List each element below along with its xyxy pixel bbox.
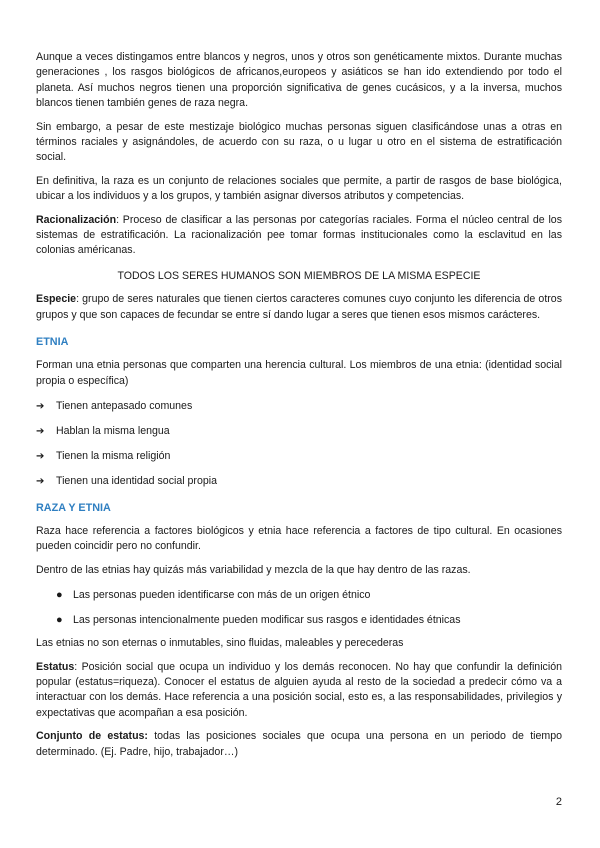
paragraph-estatus bbox=[36, 660, 562, 722]
arrow-icon: ➔ bbox=[36, 400, 45, 412]
estatus-definition: : Posición social que ocupa un individuo y los demás reconocen. No hay que confundir la definición popular (estatus=riqueza). Conocer el estatus de alguien ayuda al resto de la sociedad a predecir cómo va a interactuar con los demás. Hace referencia a una posición social, esto es, a las responsabilidades, privilegios y expectativas que acompañan a esa posición. bbox=[36, 660, 562, 719]
term-racionalizacion: Racionalización bbox=[36, 213, 117, 226]
paragraph-especie bbox=[36, 292, 562, 323]
arrow-icon: ➔ bbox=[36, 475, 45, 487]
paragraph-raza-etnia: Raza hace referencia a factores biológicos y etnia hace referencia a factores de tipo cultural. En ocasiones pueden coincidir pero no confundir. bbox=[36, 524, 562, 553]
page-number: 2 bbox=[555, 796, 562, 808]
paragraph-conjunto-estatus bbox=[36, 729, 562, 760]
racionalizacion-definition: : Proceso de clasificar a las personas por categorías raciales. Forma el núcleo central de los sistemas de estratificación. La racionalización pee tomar formas institucionales como la esclavitud en las colonias américanas. bbox=[36, 213, 562, 257]
arrow-list bbox=[36, 399, 562, 489]
list-item bbox=[36, 613, 562, 628]
list-item-text: Hablan la misma lengua bbox=[56, 424, 170, 437]
list-item-text: Las personas intencionalmente pueden modificar sus rasgos e identidades étnicas bbox=[73, 614, 461, 627]
list-item bbox=[36, 399, 562, 414]
paragraph-racionalizacion bbox=[36, 213, 562, 259]
list-item-text: Las personas pueden identificarse con más de un origen étnico bbox=[73, 589, 371, 602]
especie-definition: : grupo de seres naturales que tienen ciertos caracteres comunes cuyo conjunto les diferencia de otros grupos y que son capaces de fecundar se entre sí dando lugar a seres que tienen esos mismos carácteres. bbox=[36, 293, 562, 321]
list-item bbox=[36, 449, 562, 464]
heading-etnia: ETNIA bbox=[36, 336, 69, 349]
term-estatus: Estatus bbox=[36, 660, 75, 673]
heading-raza-etnia: RAZA Y ETNIA bbox=[36, 501, 111, 514]
centered-statement: TODOS LOS SERES HUMANOS SON MIEMBROS DE LA MISMA ESPECIE bbox=[117, 269, 481, 282]
document-page bbox=[36, 44, 562, 760]
paragraph-etnias-fluidas: Las etnias no son eternas o inmutables, sino fluidas, maleables y perecederas bbox=[36, 637, 404, 650]
list-item bbox=[36, 424, 562, 439]
bullet-icon: ● bbox=[56, 589, 63, 602]
bullet-icon: ● bbox=[56, 614, 63, 627]
paragraph-mestizaje: Aunque a veces distingamos entre blancos y negros, unos y otros son genéticamente mixtos. Durante muchas generaciones , los rasgos biológicos de africanos,europeos y asiáticos se han ido extendiendo por todo el planeta. Así muchos negros tienen una proporción significativa de genes cucásicos, y a la inversa, muchos blancos tienen también genes de raza negra. bbox=[36, 51, 562, 110]
term-conjunto-estatus: Conjunto de estatus: bbox=[36, 730, 148, 743]
list-item bbox=[36, 588, 562, 603]
arrow-icon: ➔ bbox=[36, 425, 45, 437]
list-item-text: Tienen la misma religión bbox=[56, 449, 171, 462]
list-item-text: Tienen una identidad social propia bbox=[56, 474, 217, 487]
term-especie: Especie bbox=[36, 293, 77, 306]
list-item-text: Tienen antepasado comunes bbox=[56, 399, 193, 412]
conjunto-estatus-definition: todas las posiciones sociales que ocupa una persona en un periodo de tiempo determinado. (Ej. Padre, hijo, trabajador…) bbox=[36, 730, 562, 758]
bullet-list bbox=[36, 588, 562, 628]
paragraph-variabilidad: Dentro de las etnias hay quizás más variabilidad y mezcla de la que hay dentro de las razas. bbox=[36, 563, 471, 576]
paragraph-clasificacion: Sin embargo, a pesar de este mestizaje biológico muchas personas siguen clasificándose unas a otras en términos raciales y asignándoles, de acuerdo con su raza, o u lugar u otro en el sistema de estratificación social. bbox=[36, 120, 562, 164]
arrow-icon: ➔ bbox=[36, 450, 45, 462]
list-item bbox=[36, 474, 562, 489]
paragraph-definicion-raza: En definitiva, la raza es un conjunto de relaciones sociales que permite, a partir de rasgos de base biológica, ubicar a los individuos y a los grupos, y también asignar diversos atributos y competencias. bbox=[36, 174, 562, 203]
paragraph-etnia-intro: Forman una etnia personas que comparten una herencia cultural. Los miembros de una etnia: (identidad social propia o específica) bbox=[36, 359, 562, 387]
